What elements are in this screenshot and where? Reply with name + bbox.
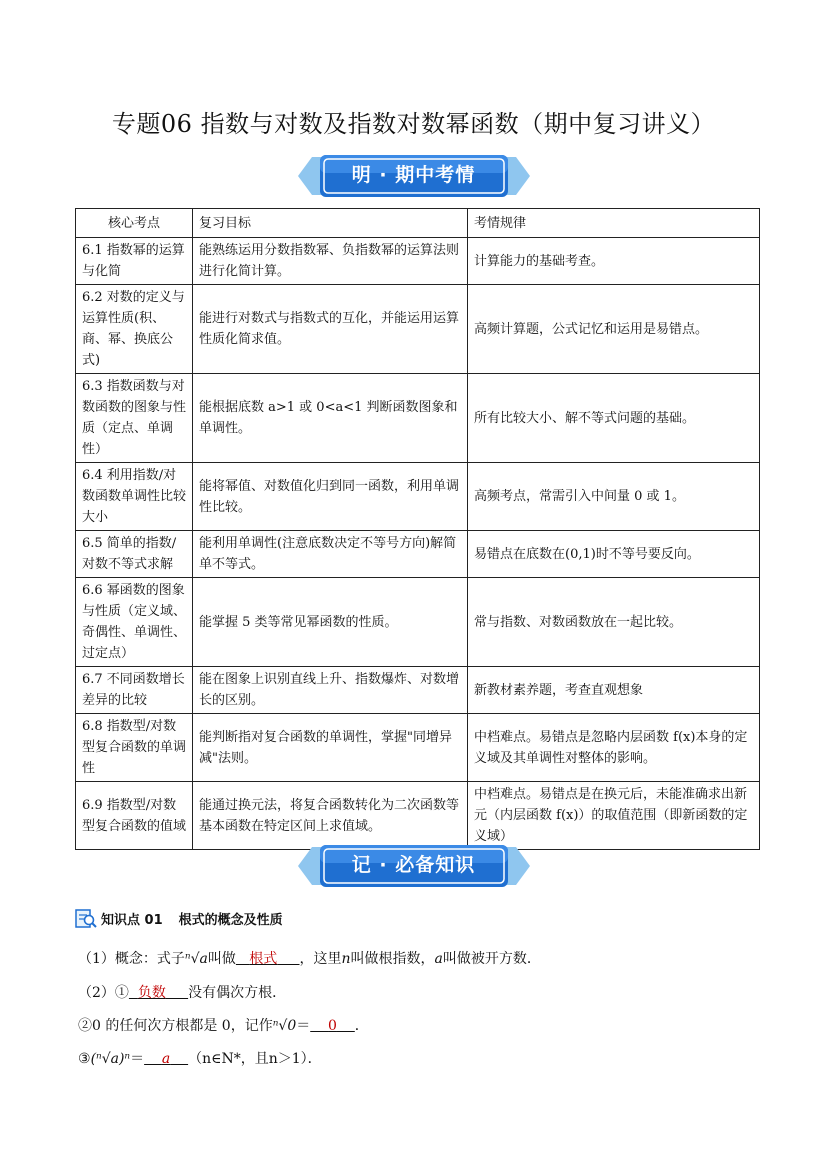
- header-cell: 核心考点: [76, 209, 193, 238]
- text-segment: ．: [354, 1018, 369, 1034]
- table-row: [76, 578, 760, 667]
- table-cell: 6.9 指数型/对数型复合函数的值域: [76, 782, 193, 850]
- header-cell: 考情规律: [468, 209, 760, 238]
- table-cell: 新教材素养题，考查直观想象: [468, 667, 760, 714]
- property-line-2: [78, 1015, 369, 1035]
- table-row: [76, 782, 760, 850]
- table-cell: 6.2 对数的定义与运算性质(积、商、幂、换底公式): [76, 285, 193, 374]
- table-cell: 所有比较大小、解不等式问题的基础。: [468, 374, 760, 463]
- table-cell: 高频考点，常需引入中间量 0 或 1。: [468, 463, 760, 531]
- fill-blank: [236, 951, 300, 967]
- table-row: [76, 667, 760, 714]
- table-cell: 6.7 不同函数增长差异的比较: [76, 667, 193, 714]
- fill-blank: [144, 1051, 188, 1067]
- table-cell: 中档难点。易错点是忽略内层函数 f(x)本身的定义域及其单调性对整体的影响。: [468, 714, 760, 782]
- table-cell: 高频计算题，公式记忆和运用是易错点。: [468, 285, 760, 374]
- table-row: [76, 285, 760, 374]
- fill-blank: [310, 1018, 355, 1034]
- text-segment: 叫做: [207, 951, 236, 967]
- table-cell: 能在图象上识别直线上升、指数爆炸、对数增长的区别。: [193, 667, 468, 714]
- table-cell: 6.6 幂函数的图象与性质（定义域、奇偶性、单调性、过定点）: [76, 578, 193, 667]
- banner-text: 记 · 必备知识: [351, 854, 476, 876]
- power-of-nth-root-symbol: (ⁿ√a)ⁿ: [90, 1051, 131, 1067]
- table-row: [76, 531, 760, 578]
- table-cell: 常与指数、对数函数放在一起比较。: [468, 578, 760, 667]
- blank-answer: a: [161, 1051, 171, 1067]
- table-cell: 易错点在底数在(0,1)时不等号要反向。: [468, 531, 760, 578]
- table-row: [76, 374, 760, 463]
- table-cell: 6.4 利用指数/对数函数单调性比较大小: [76, 463, 193, 531]
- table-cell: 能通过换元法，将复合函数转化为二次函数等基本函数在特定区间上求值域。: [193, 782, 468, 850]
- section-banner-knowledge: [298, 843, 530, 889]
- review-table: [75, 208, 760, 850]
- property-line-3: [78, 1048, 322, 1068]
- knowledge-point-title: 根式的概念及性质: [178, 912, 283, 928]
- table-row: [76, 714, 760, 782]
- table-cell: 能熟练运用分数指数幂、负指数幂的运算法则进行化简计算。: [193, 238, 468, 285]
- blank-answer: 0: [328, 1018, 337, 1034]
- table-cell: 能判断指对复合函数的单调性，掌握"同增异减"法则。: [193, 714, 468, 782]
- text-segment: ，这里: [299, 951, 342, 967]
- blank-answer: 负数: [137, 985, 166, 1001]
- text-segment: （2）①: [78, 985, 129, 1001]
- blank-answer: 根式: [249, 951, 278, 967]
- table-cell: 能根据底数 a>1 或 0<a<1 判断函数图象和单调性。: [193, 374, 468, 463]
- table-cell: 能利用单调性(注意底数决定不等号方向)解简单不等式。: [193, 531, 468, 578]
- property-line-1: [78, 982, 286, 1002]
- magnifier-book-icon: [75, 907, 97, 929]
- banner-text: 明 · 期中考情: [351, 164, 476, 186]
- radical-nth-root-0-symbol: ⁿ√0: [272, 1018, 297, 1034]
- text-segment: ②0 的任何次方根都是 0，记作: [78, 1018, 273, 1034]
- text-segment: （n∈N*，且n＞1）．: [188, 1051, 322, 1067]
- header-cell: 复习目标: [193, 209, 468, 238]
- concept-line: [78, 948, 541, 968]
- text-segment: ③: [78, 1051, 91, 1067]
- table-cell: 计算能力的基础考查。: [468, 238, 760, 285]
- table-cell: 6.3 指数函数与对数函数的图象与性质（定点、单调性）: [76, 374, 193, 463]
- text-segment: ＝: [296, 1018, 311, 1034]
- table-row: [76, 463, 760, 531]
- table-cell: 6.1 指数幂的运算与化简: [76, 238, 193, 285]
- table-cell: 6.5 简单的指数/对数不等式求解: [76, 531, 193, 578]
- math-var-a: a: [434, 951, 443, 967]
- text-segment: ＝: [130, 1051, 145, 1067]
- text-segment: 叫做根指数，: [350, 951, 435, 967]
- text-segment: （1）概念：式子: [78, 951, 185, 967]
- table-cell: 中档难点。易错点是在换元后，未能准确求出新元（内层函数 f(x)）的取值范围（即新函数的定义域）: [468, 782, 760, 850]
- text-segment: 没有偶次方根．: [188, 985, 287, 1001]
- table-cell: 能进行对数式与指数式的互化，并能运用运算性质化简求值。: [193, 285, 468, 374]
- table-cell: 能掌握 5 类等常见幂函数的性质。: [193, 578, 468, 667]
- table-header-row: [76, 209, 760, 238]
- knowledge-point-label: 知识点 01: [101, 912, 163, 928]
- table-cell: 6.8 指数型/对数型复合函数的单调性: [76, 714, 193, 782]
- math-var-n: n: [341, 951, 351, 967]
- table-row: [76, 238, 760, 285]
- radical-nth-root-a-symbol: ⁿ√a: [184, 951, 208, 967]
- fill-blank: [129, 985, 188, 1001]
- table-cell: 能将幂值、对数值化归到同一函数，利用单调性比较。: [193, 463, 468, 531]
- knowledge-point-heading: [75, 907, 283, 929]
- page-title: 专题06 指数与对数及指数对数幂函数（期中复习讲义）: [111, 110, 716, 138]
- text-segment: 叫做被开方数．: [442, 951, 541, 967]
- section-banner-exam: [298, 153, 530, 199]
